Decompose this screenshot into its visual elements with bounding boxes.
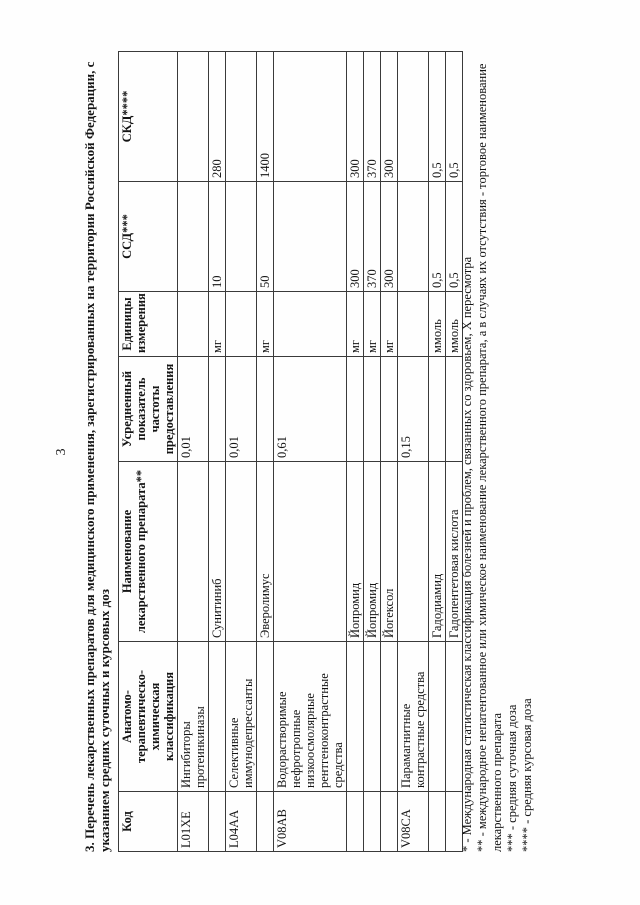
cell-atc: Селективные иммунодепрессанты (226, 642, 257, 792)
cell-atc (209, 642, 226, 792)
cell-name: Йопромид (347, 462, 364, 642)
cell-code: L01XE (178, 792, 209, 852)
cell-frequency (209, 357, 226, 462)
cell-ssd (398, 182, 429, 292)
drug-table (118, 51, 463, 852)
cell-name: Йогексол (381, 462, 398, 642)
header-ssd: ССД*** (119, 182, 178, 292)
cell-ssd: 300 (381, 182, 398, 292)
table-row (209, 52, 226, 852)
cell-name (226, 462, 257, 642)
header-unit: Единицы измерения (119, 292, 178, 357)
table-row (429, 52, 446, 852)
cell-ssd (178, 182, 209, 292)
cell-ssd: 300 (347, 182, 364, 292)
cell-ssd: 50 (257, 182, 274, 292)
footnote-inn: ** - международное непатентованное или химическое наименование лекарственного препарата, а в случаях их отсутствия - торговое наименование лекарственного препарата (475, 63, 504, 852)
page-number: 3 (54, 448, 69, 456)
cell-ssd (274, 182, 347, 292)
cell-frequency (381, 357, 398, 462)
table-row (347, 52, 364, 852)
header-frequency: Усредненный показатель частоты предоставления (119, 357, 178, 462)
cell-code (364, 792, 381, 852)
cell-frequency: 0,15 (398, 357, 429, 462)
cell-ssd: 370 (364, 182, 381, 292)
cell-frequency: 0,01 (226, 357, 257, 462)
cell-code (347, 792, 364, 852)
table-row (381, 52, 398, 852)
cell-code: V08CA (398, 792, 429, 852)
cell-frequency (429, 357, 446, 462)
cell-code (429, 792, 446, 852)
cell-code: V08AB (274, 792, 347, 852)
cell-ssd: 10 (209, 182, 226, 292)
cell-skd: 0,5 (429, 52, 446, 182)
table-header-row (119, 52, 178, 852)
cell-atc (429, 642, 446, 792)
cell-unit: мг (381, 292, 398, 357)
cell-frequency (347, 357, 364, 462)
footnotes (460, 52, 535, 852)
cell-frequency: 0,01 (178, 357, 209, 462)
cell-name: Эверолимус (257, 462, 274, 642)
cell-skd: 300 (347, 52, 364, 182)
cell-skd: 0,5 (446, 52, 463, 182)
cell-name (274, 462, 347, 642)
cell-atc (381, 642, 398, 792)
section-heading: 3. Перечень лекарственных препаратов для медицинского применения, зарегистрированных на территории Российской Федерации, с указанием средних суточных и курсовых доз (82, 61, 112, 852)
cell-unit (178, 292, 209, 357)
cell-unit: ммоль (446, 292, 463, 357)
footnote-icd: * - Международная статистическая классификация болезней и проблем, связанных со здоровьем, X пересмотра (460, 256, 474, 852)
cell-skd: 370 (364, 52, 381, 182)
cell-unit (398, 292, 429, 357)
cell-frequency (364, 357, 381, 462)
cell-name: Гадодиамид (429, 462, 446, 642)
cell-skd (274, 52, 347, 182)
cell-atc (257, 642, 274, 792)
cell-atc: Водорастворимые нефротропные низкоосмолярные рентгеноконтрастные средства (274, 642, 347, 792)
cell-atc (347, 642, 364, 792)
table-row (257, 52, 274, 852)
cell-skd (178, 52, 209, 182)
cell-unit: мг (347, 292, 364, 357)
cell-ssd (226, 182, 257, 292)
cell-unit: мг (209, 292, 226, 357)
cell-unit (226, 292, 257, 357)
cell-frequency: 0,61 (274, 357, 347, 462)
cell-skd (398, 52, 429, 182)
header-code: Код (119, 792, 178, 852)
cell-ssd: 0,5 (429, 182, 446, 292)
cell-code (257, 792, 274, 852)
cell-skd (226, 52, 257, 182)
cell-name (398, 462, 429, 642)
header-name: Наименование лекарственного препарата** (119, 462, 178, 642)
cell-name: Йопромид (364, 462, 381, 642)
footnote-skd: **** - средняя курсовая доза (520, 698, 534, 852)
table-row (398, 52, 429, 852)
cell-ssd: 0,5 (446, 182, 463, 292)
cell-unit: мг (364, 292, 381, 357)
cell-name: Сунитиниб (209, 462, 226, 642)
cell-name (178, 462, 209, 642)
table-row (364, 52, 381, 852)
header-atc: Анатомо-терапевтическо-химическая классификация (119, 642, 178, 792)
cell-code (381, 792, 398, 852)
cell-skd: 300 (381, 52, 398, 182)
cell-frequency (257, 357, 274, 462)
cell-skd: 1400 (257, 52, 274, 182)
cell-atc: Ингибиторы протеинкиназы (178, 642, 209, 792)
cell-atc (364, 642, 381, 792)
table-row (178, 52, 209, 852)
cell-unit: ммоль (429, 292, 446, 357)
cell-code: L04AA (226, 792, 257, 852)
cell-skd: 280 (209, 52, 226, 182)
header-skd: СКД**** (119, 52, 178, 182)
table-row (274, 52, 347, 852)
cell-unit (274, 292, 347, 357)
cell-unit: мг (257, 292, 274, 357)
rotated-content (40, 52, 600, 852)
cell-name: Гадопентетовая кислота (446, 462, 463, 642)
footnote-ssd: *** - средняя суточная доза (505, 704, 519, 852)
cell-code (209, 792, 226, 852)
table-row (226, 52, 257, 852)
cell-atc: Парамагнитные контрастные средства (398, 642, 429, 792)
